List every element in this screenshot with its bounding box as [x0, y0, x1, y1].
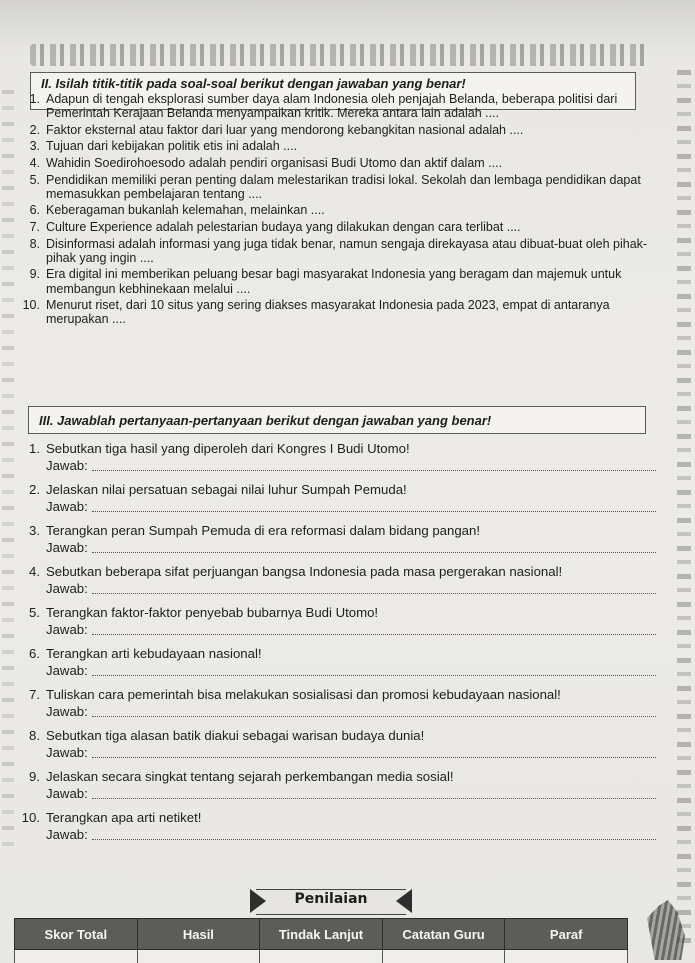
- answer-blank[interactable]: [92, 826, 656, 840]
- essay-question: [14, 563, 660, 604]
- answer-label: Jawab:: [46, 622, 88, 637]
- assessment-cell[interactable]: [260, 950, 383, 963]
- answer-label: Jawab:: [46, 786, 88, 801]
- question-number: 8.: [29, 728, 40, 743]
- assessment-column-header: Tindak Lanjut: [260, 919, 383, 950]
- question-number: 7.: [29, 687, 40, 702]
- decorative-border-right: [677, 70, 691, 950]
- question-number: 9.: [29, 769, 40, 784]
- answer-blank[interactable]: [92, 744, 656, 758]
- answer-line: [14, 498, 660, 515]
- assessment-column-header: Paraf: [505, 919, 628, 950]
- question-text: Terangkan apa arti netiket!: [46, 810, 202, 825]
- question-number: 2.: [29, 122, 40, 137]
- question-number: 1.: [29, 92, 40, 106]
- fill-in-question: [18, 203, 650, 217]
- answer-line: [14, 580, 660, 597]
- essay-question: [14, 727, 660, 768]
- assessment-cell[interactable]: [505, 950, 628, 963]
- assessment-column-header: Catatan Guru: [382, 919, 505, 950]
- essay-question-line: [14, 809, 660, 826]
- question-number: 7.: [29, 219, 40, 234]
- question-text: Jelaskan secara singkat tentang sejarah perkembangan media sosial!: [46, 769, 454, 784]
- essay-question-line: [14, 522, 660, 539]
- essay-question-line: [14, 768, 660, 785]
- question-text: Adapun di tengah eksplorasi sumber daya alam Indonesia oleh penjajah Belanda, beberapa politisi dari Pemerintah Kerajaan Belanda menyampaikan kritik. Mereka antara lain adalah ....: [46, 92, 618, 121]
- question-text: Sebutkan tiga hasil yang diperoleh dari Kongres I Budi Utomo!: [46, 441, 410, 456]
- assessment-column-header: Hasil: [137, 919, 260, 950]
- answer-line: [14, 621, 660, 638]
- answer-line: [14, 744, 660, 761]
- fill-in-question: [18, 173, 650, 201]
- question-number: 6.: [29, 203, 40, 218]
- essay-question-line: [14, 563, 660, 580]
- question-number: 10.: [22, 298, 40, 313]
- question-number: 6.: [29, 646, 40, 661]
- answer-line: [14, 457, 660, 474]
- assessment-table-header: [15, 919, 628, 950]
- question-number: 8.: [29, 236, 40, 251]
- question-text: Era digital ini memberikan peluang besar bagi masyarakat Indonesia yang beragam dan majemuk untuk membangun kebhinekaan melalui ....: [46, 267, 622, 296]
- essay-question-line: [14, 604, 660, 621]
- question-number: 10.: [21, 810, 40, 825]
- question-number: 9.: [29, 267, 40, 282]
- question-number: 2.: [29, 482, 40, 497]
- decorative-border-top: [30, 44, 650, 66]
- question-text: Faktor eksternal atau faktor dari luar yang mendorong kebangkitan nasional adalah ....: [46, 122, 524, 137]
- answer-blank[interactable]: [92, 662, 656, 676]
- section-2-heading: II. Isilah titik-titik pada soal-soal berikut dengan jawaban yang benar!: [30, 72, 636, 110]
- question-text: Menurut riset, dari 10 situs yang sering diakses masyarakat Indonesia pada 2023, empat di antaranya merupakan ....: [46, 298, 610, 327]
- answer-blank[interactable]: [92, 621, 656, 635]
- question-number: 3.: [29, 139, 40, 154]
- fill-in-question: [18, 237, 650, 265]
- answer-line: [14, 539, 660, 556]
- penilaian-banner: [256, 889, 406, 913]
- answer-blank[interactable]: [92, 457, 656, 471]
- answer-blank[interactable]: [92, 539, 656, 553]
- answer-blank[interactable]: [92, 580, 656, 594]
- question-number: 4.: [29, 155, 40, 170]
- question-text: Tuliskan cara pemerintah bisa melakukan sosialisasi dan promosi kebudayaan nasional!: [46, 687, 561, 702]
- essay-question: [14, 440, 660, 481]
- section-3-question-list: [14, 440, 660, 850]
- assessment-cell[interactable]: [137, 950, 260, 963]
- fill-in-question: [18, 92, 650, 120]
- question-text: Pendidikan memiliki peran penting dalam melestarikan tradisi lokal. Sekolah dan lembaga pendidikan dapat memasukkan pembelajaran tentang ....: [46, 172, 641, 201]
- answer-label: Jawab:: [46, 704, 88, 719]
- question-text: Keberagaman bukanlah kelemahan, melainkan ....: [46, 203, 325, 218]
- answer-blank[interactable]: [92, 498, 656, 512]
- essay-question: [14, 522, 660, 563]
- fill-in-question: [18, 139, 650, 153]
- answer-label: Jawab:: [46, 458, 88, 473]
- essay-question: [14, 481, 660, 522]
- essay-question: [14, 686, 660, 727]
- question-text: Disinformasi adalah informasi yang juga tidak benar, namun sengaja direkayasa atau dibuat-buat oleh pihak-pihak yang ingin ....: [46, 236, 648, 265]
- fill-in-question: [18, 156, 650, 170]
- essay-question-line: [14, 440, 660, 457]
- question-text: Wahidin Soedirohoesodo adalah pendiri organisasi Budi Utomo dan aktif dalam ....: [46, 155, 503, 170]
- question-text: Terangkan arti kebudayaan nasional!: [46, 646, 262, 661]
- question-text: Terangkan faktor-faktor penyebab bubarnya Budi Utomo!: [46, 605, 379, 620]
- essay-question: [14, 604, 660, 645]
- essay-question-line: [14, 645, 660, 662]
- question-text: Sebutkan tiga alasan batik diakui sebagai warisan budaya dunia!: [46, 728, 425, 743]
- section-2-question-list: [18, 92, 650, 329]
- answer-label: Jawab:: [46, 499, 88, 514]
- answer-line: [14, 662, 660, 679]
- answer-label: Jawab:: [46, 663, 88, 678]
- essay-question-line: [14, 727, 660, 744]
- essay-question: [14, 768, 660, 809]
- answer-line: [14, 785, 660, 802]
- section-3-heading: III. Jawablah pertanyaan-pertanyaan berikut dengan jawaban yang benar!: [28, 406, 646, 434]
- question-number: 3.: [29, 523, 40, 538]
- assessment-column-header: Skor Total: [15, 919, 138, 950]
- fill-in-question: [18, 123, 650, 137]
- answer-label: Jawab:: [46, 745, 88, 760]
- question-number: 5.: [29, 605, 40, 620]
- answer-label: Jawab:: [46, 581, 88, 596]
- assessment-table: [14, 918, 628, 963]
- essay-question-line: [14, 686, 660, 703]
- answer-line: [14, 703, 660, 720]
- assessment-cell[interactable]: [382, 950, 505, 963]
- assessment-table-row: [15, 950, 628, 963]
- answer-blank[interactable]: [92, 785, 656, 799]
- essay-question-line: [14, 481, 660, 498]
- question-number: 4.: [29, 564, 40, 579]
- fill-in-question: [18, 220, 650, 234]
- fill-in-question: [18, 267, 650, 295]
- fill-in-question: [18, 298, 650, 326]
- answer-blank[interactable]: [92, 703, 656, 717]
- question-number: 1.: [29, 441, 40, 456]
- answer-label: Jawab:: [46, 827, 88, 842]
- essay-question: [14, 809, 660, 850]
- question-text: Culture Experience adalah pelestarian budaya yang dilakukan dengan cara terlibat ....: [46, 219, 521, 234]
- answer-label: Jawab:: [46, 540, 88, 555]
- penilaian-title: Penilaian: [294, 891, 368, 907]
- question-text: Tujuan dari kebijakan politik etis ini adalah ....: [46, 139, 298, 154]
- question-text: Sebutkan beberapa sifat perjuangan bangsa Indonesia pada masa pergerakan nasional!: [46, 564, 563, 579]
- question-text: Jelaskan nilai persatuan sebagai nilai luhur Sumpah Pemuda!: [46, 482, 407, 497]
- question-number: 5.: [29, 172, 40, 187]
- decorative-border-left: [2, 90, 14, 850]
- question-text: Terangkan peran Sumpah Pemuda di era reformasi dalam bidang pangan!: [46, 523, 480, 538]
- assessment-cell[interactable]: [15, 950, 138, 963]
- essay-question: [14, 645, 660, 686]
- answer-line: [14, 826, 660, 843]
